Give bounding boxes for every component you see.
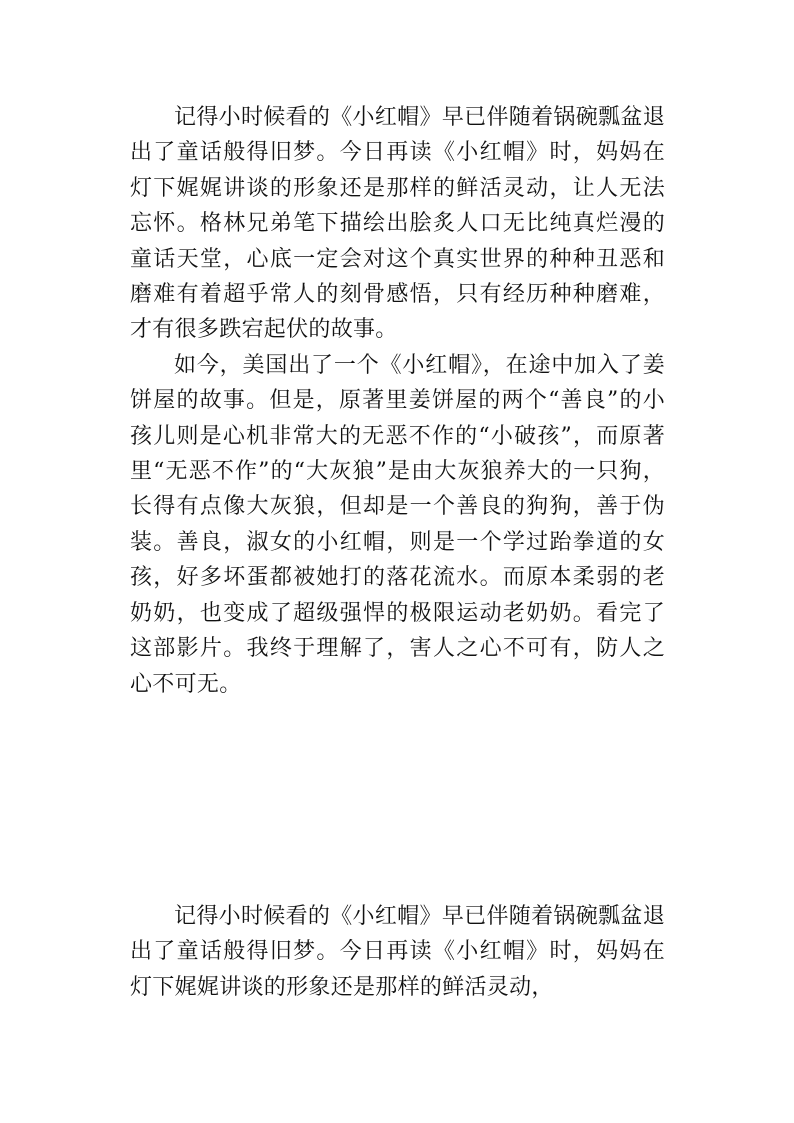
essay-body-repeat xyxy=(130,899,665,1005)
paragraph-2: 如今，美国出了一个《小红帽》，在途中加入了姜饼屋的故事。但是，原著里姜饼屋的两个“善良”的小孩儿则是心机非常大的无恶不作的“小破孩”，而原著里“无恶不作”的“大灰狼”是由大灰狼养大的一只狗，长得有点像大灰狼，但却是一个善良的狗狗，善于伪装。善良，淑女的小红帽，则是一个学过跆拳道的女孩，好多坏蛋都被她打的落花流水。而原本柔弱的老奶奶，也变成了超级强悍的极限运动老奶奶。看完了这部影片。我终于理解了，害人之心不可有，防人之心不可无。 xyxy=(130,352,665,697)
paragraph-1: 记得小时候看的《小红帽》早已伴随着锅碗瓢盆退出了童话般得旧梦。今日再读《小红帽》时，妈妈在灯下娓娓讲谈的形象还是那样的鲜活灵动，让人无法忘怀。格林兄弟笔下描绘出脍炙人口无比纯真烂漫的童话天堂，心底一定会对这个真实世界的种种丑恶和磨难有着超乎常人的刻骨感悟，只有经历种种磨难，才有很多跌宕起伏的故事。 xyxy=(130,105,665,343)
essay-body xyxy=(130,100,665,702)
paragraph-repeat: 记得小时候看的《小红帽》早已伴随着锅碗瓢盆退出了童话般得旧梦。今日再读《小红帽》时，妈妈在灯下娓娓讲谈的形象还是那样的鲜活灵动， xyxy=(130,904,665,1000)
